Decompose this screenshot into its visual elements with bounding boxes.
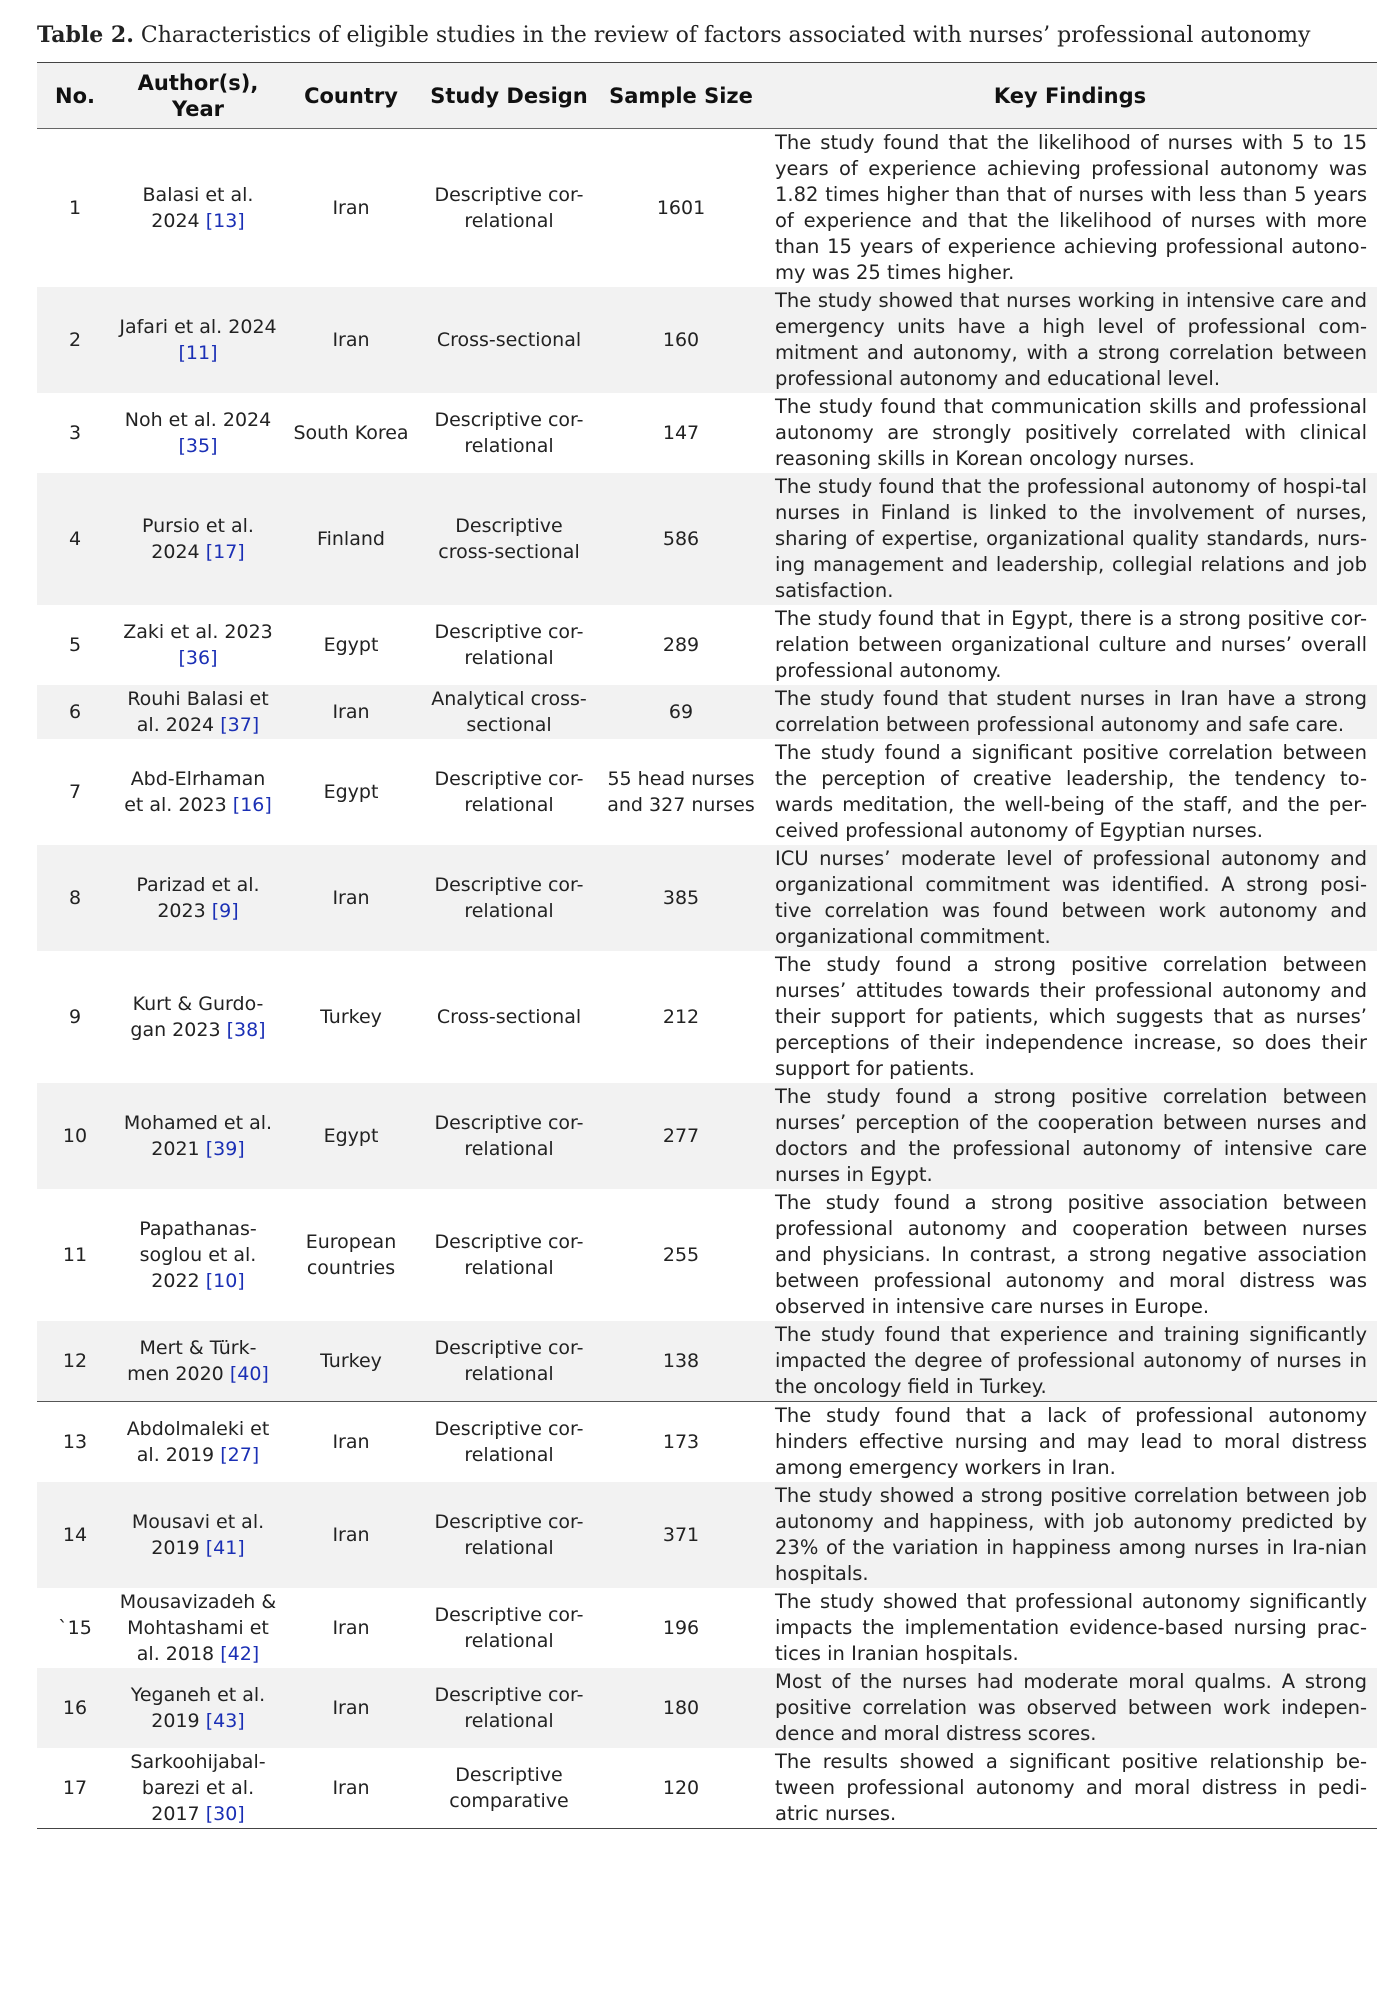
cell-design: Descriptive cor-relational bbox=[419, 1482, 599, 1588]
cell-finding: The study showed that professional autonomy significantly impacts the implementation evidence-based nursing prac-tices in Iranian hospitals. bbox=[775, 1590, 1367, 1665]
reference-link[interactable]: [40] bbox=[229, 1363, 269, 1385]
cell-design: Descriptive cor-relational bbox=[419, 1321, 599, 1402]
cell-no: 11 bbox=[62, 1244, 88, 1266]
cell-size: 69 bbox=[599, 685, 763, 739]
cell-author bbox=[113, 393, 283, 473]
cell-no: 17 bbox=[62, 1777, 88, 1799]
cell-no: 12 bbox=[37, 1321, 113, 1402]
table-row bbox=[37, 287, 1377, 393]
cell-finding: The study showed a strong positive correlation between job autonomy and happiness, with job autonomy predicted by 23% of the variation in happiness among nurses in Ira-nian hospitals. bbox=[763, 1482, 1377, 1588]
cell-finding: The study found that communication skills and professional autonomy are strongly positively correlated with clinical reasoning skills in Korean oncology nurses. bbox=[775, 395, 1367, 470]
cell-no: `15 bbox=[58, 1617, 92, 1639]
cell-country: South Korea bbox=[293, 422, 409, 444]
cell-design: Descriptive cor-relational bbox=[434, 409, 584, 457]
reference-link[interactable]: [41] bbox=[205, 1537, 245, 1559]
cell-no: 6 bbox=[37, 685, 113, 739]
cell-author bbox=[113, 1588, 283, 1668]
cell-no: 13 bbox=[37, 1402, 113, 1483]
cell-size: 160 bbox=[599, 287, 763, 393]
author-text: Sarkoohijabal-barezi et al. 2017 bbox=[130, 1751, 266, 1825]
table-row bbox=[37, 1482, 1377, 1588]
table-row bbox=[37, 393, 1377, 473]
cell-design: Descriptive cor-relational bbox=[434, 1231, 584, 1279]
cell-author bbox=[113, 1083, 283, 1189]
cell-country: Iran bbox=[283, 1402, 419, 1483]
header-design: Study Design bbox=[419, 63, 599, 129]
table-row bbox=[37, 845, 1377, 951]
cell-country: Egypt bbox=[323, 634, 379, 656]
cell-no: 2 bbox=[37, 287, 113, 393]
cell-no: 8 bbox=[37, 845, 113, 951]
cell-finding: The study found a strong positive correlation between nurses’ perception of the cooperation between nurses and doctors and the professional autonomy of intensive care nurses in Egypt. bbox=[763, 1083, 1377, 1189]
cell-country: Egypt bbox=[283, 1083, 419, 1189]
cell-country: Iran bbox=[283, 1668, 419, 1748]
table-row bbox=[37, 1748, 1377, 1829]
table-row bbox=[37, 129, 1377, 288]
cell-size: 1601 bbox=[656, 197, 706, 219]
author-text: Jafari et al. 2024 bbox=[119, 316, 277, 338]
cell-country: Iran bbox=[283, 1482, 419, 1588]
reference-link[interactable]: [30] bbox=[205, 1803, 245, 1825]
cell-country: Egypt bbox=[323, 781, 379, 803]
cell-size: 120 bbox=[662, 1777, 700, 1799]
cell-size: 138 bbox=[599, 1321, 763, 1402]
studies-table bbox=[37, 62, 1377, 1829]
cell-author bbox=[113, 739, 283, 845]
cell-design: Descriptive cor-relational bbox=[419, 1083, 599, 1189]
cell-finding: Most of the nurses had moderate moral qualms. A strong positive correlation was observed between work indepen-dence and moral distress scores. bbox=[763, 1668, 1377, 1748]
header-author: Author(s), Year bbox=[113, 63, 283, 129]
author-text: Mert & Türk-men 2020 bbox=[127, 1337, 257, 1385]
cell-finding: The study found that student nurses in Iran have a strong correlation between professional autonomy and safe care. bbox=[763, 685, 1377, 739]
reference-link[interactable]: [11] bbox=[178, 342, 218, 364]
table-figure bbox=[37, 12, 1377, 1829]
cell-no: 7 bbox=[68, 781, 82, 803]
author-text: Abd-Elrhaman et al. 2023 bbox=[124, 768, 266, 816]
cell-author bbox=[113, 1482, 283, 1588]
reference-link[interactable]: [39] bbox=[205, 1138, 245, 1160]
cell-no: 5 bbox=[68, 634, 82, 656]
cell-size: 196 bbox=[662, 1617, 700, 1639]
cell-finding: The study found that the professional autonomy of hospi-tal nurses in Finland is linked to the involvement of nurses, sharing of expertise, organizational quality standards, nurs-ing management and leadership, collegial relations and job satisfaction. bbox=[763, 473, 1377, 605]
table-row bbox=[37, 1083, 1377, 1189]
cell-author bbox=[113, 129, 283, 288]
cell-no: 9 bbox=[68, 1006, 82, 1028]
cell-finding: The results showed a significant positive relationship be-tween professional autonomy and moral distress in pedi-atric nurses. bbox=[775, 1750, 1367, 1825]
cell-finding: ICU nurses’ moderate level of professional autonomy and organizational commitment was identified. A strong posi-tive correlation was found between work autonomy and organizational commitment. bbox=[763, 845, 1377, 951]
author-text: Kurt & Gurdo-gan 2023 bbox=[130, 993, 264, 1041]
cell-size: 586 bbox=[599, 473, 763, 605]
cell-no: 16 bbox=[37, 1668, 113, 1748]
cell-design: Descriptive cross-sectional bbox=[419, 473, 599, 605]
cell-country: Iran bbox=[332, 197, 370, 219]
table-row bbox=[37, 1668, 1377, 1748]
cell-finding: The study found a significant positive correlation between the perception of creative leadership, the tendency to-wards meditation, the well-being of the staff, and the per-ceived professional autonomy of Egyptian nurses. bbox=[775, 741, 1367, 842]
author-text: Balasi et al. 2024 bbox=[142, 184, 254, 232]
cell-finding: The study found that the likelihood of nurses with 5 to 15 years of experience achieving professional autonomy was 1.82 times higher than that of nurses with less than 5 years of experience and that the likelihood of nurses with more than 15 years of experience achieving professional autono-my was 25 times higher. bbox=[775, 131, 1367, 284]
cell-design: Descriptive comparative bbox=[449, 1764, 569, 1812]
cell-country: Iran bbox=[332, 1617, 370, 1639]
cell-no: 1 bbox=[68, 197, 82, 219]
cell-author bbox=[113, 287, 283, 393]
cell-no: 14 bbox=[37, 1482, 113, 1588]
table-row bbox=[37, 605, 1377, 685]
cell-size: 385 bbox=[599, 845, 763, 951]
table-row bbox=[37, 1588, 1377, 1668]
cell-size: 277 bbox=[599, 1083, 763, 1189]
reference-link[interactable]: [13] bbox=[205, 210, 245, 232]
cell-size: 212 bbox=[662, 1006, 700, 1028]
cell-design: Cross-sectional bbox=[419, 287, 599, 393]
cell-author bbox=[113, 1402, 283, 1483]
cell-country: Turkey bbox=[320, 1006, 382, 1028]
author-text: Parizad et al. 2023 bbox=[136, 874, 260, 922]
cell-author bbox=[113, 1668, 283, 1748]
cell-country: Iran bbox=[283, 287, 419, 393]
author-text: Papathanas-soglou et al. 2022 bbox=[139, 1218, 257, 1292]
reference-link[interactable]: [16] bbox=[232, 794, 272, 816]
cell-no: 10 bbox=[37, 1083, 113, 1189]
table-row bbox=[37, 1189, 1377, 1321]
cell-design: Descriptive cor-relational bbox=[434, 621, 584, 669]
table-row bbox=[37, 685, 1377, 739]
reference-link[interactable]: [35] bbox=[178, 435, 218, 457]
header-sample-size: Sample Size bbox=[599, 63, 763, 129]
cell-finding: The study found that experience and training significantly impacted the degree of professional autonomy of nurses in the oncology field in Turkey. bbox=[763, 1321, 1377, 1402]
reference-link[interactable]: [43] bbox=[205, 1710, 245, 1732]
cell-design: Descriptive cor-relational bbox=[434, 1604, 584, 1652]
table-caption bbox=[37, 12, 1377, 62]
reference-link[interactable]: [10] bbox=[205, 1270, 245, 1292]
header-key-findings: Key Findings bbox=[763, 63, 1377, 129]
author-text: Pursio et al. 2024 bbox=[142, 515, 254, 563]
cell-design: Descriptive cor-relational bbox=[419, 845, 599, 951]
cell-design: Descriptive cor-relational bbox=[434, 768, 584, 816]
author-text: Mohamed et al. 2021 bbox=[123, 1112, 273, 1160]
table-row bbox=[37, 739, 1377, 845]
cell-country: Turkey bbox=[283, 1321, 419, 1402]
reference-link[interactable]: [36] bbox=[178, 647, 218, 669]
cell-finding: The study found a strong positive association between professional autonomy and cooperation between nurses and physicians. In contrast, a strong negative association between professional autonomy and moral distress was observed in intensive care nurses in Europe. bbox=[775, 1191, 1367, 1318]
cell-size: 147 bbox=[662, 422, 700, 444]
cell-no: 4 bbox=[37, 473, 113, 605]
table-body bbox=[37, 129, 1377, 1829]
reference-link[interactable]: [42] bbox=[220, 1643, 260, 1665]
author-text: Zaki et al. 2023 bbox=[123, 621, 273, 643]
cell-author bbox=[113, 473, 283, 605]
header-country: Country bbox=[283, 63, 419, 129]
reference-link[interactable]: [9] bbox=[211, 900, 239, 922]
cell-finding: The study found that a lack of professional autonomy hinders effective nursing and may lead to moral distress among emergency workers in Iran. bbox=[763, 1402, 1377, 1483]
caption-label: Table 2. bbox=[37, 22, 134, 48]
cell-country: Iran bbox=[283, 685, 419, 739]
cell-size: 55 head nurses and 327 nurses bbox=[607, 768, 755, 816]
cell-country: Iran bbox=[332, 1777, 370, 1799]
cell-size: 180 bbox=[599, 1668, 763, 1748]
cell-size: 371 bbox=[599, 1482, 763, 1588]
author-text: Rouhi Balasi et al. 2024 bbox=[127, 688, 269, 736]
cell-author bbox=[113, 1748, 283, 1829]
cell-country: Iran bbox=[283, 845, 419, 951]
cell-size: 255 bbox=[662, 1244, 700, 1266]
cell-design: Descriptive cor-relational bbox=[419, 1668, 599, 1748]
caption-text: Characteristics of eligible studies in the review of factors associated with nurses’ professional autonomy bbox=[140, 23, 1311, 48]
cell-author bbox=[113, 951, 283, 1083]
author-text: Abdolmaleki et al. 2019 bbox=[126, 1418, 270, 1466]
cell-no: 3 bbox=[68, 422, 82, 444]
author-text: Mousavi et al. 2019 bbox=[131, 1511, 265, 1559]
table-row bbox=[37, 1321, 1377, 1402]
author-text: Mousavizadeh & Mohtashami et al. 2018 bbox=[119, 1591, 277, 1665]
cell-finding: The study found that in Egypt, there is a strong positive cor-relation between organizational culture and nurses’ overall professional autonomy. bbox=[775, 607, 1367, 682]
cell-author bbox=[113, 1189, 283, 1321]
cell-author bbox=[113, 845, 283, 951]
author-text: Noh et al. 2024 bbox=[124, 409, 272, 431]
reference-link[interactable]: [27] bbox=[220, 1444, 260, 1466]
cell-size: 289 bbox=[662, 634, 700, 656]
author-text: Yeganeh et al. 2019 bbox=[130, 1684, 266, 1732]
reference-link[interactable]: [37] bbox=[220, 714, 260, 736]
table-header-row bbox=[37, 63, 1377, 129]
table-row bbox=[37, 1402, 1377, 1483]
table-row bbox=[37, 951, 1377, 1083]
reference-link[interactable]: [38] bbox=[226, 1019, 266, 1041]
cell-design: Analytical cross-sectional bbox=[419, 685, 599, 739]
cell-finding: The study found a strong positive correlation between nurses’ attitudes towards their professional autonomy and their support for patients, which suggests that as nurses’ perceptions of their independence increase, so does their support for patients. bbox=[775, 953, 1367, 1080]
cell-design: Descriptive cor-relational bbox=[419, 1402, 599, 1483]
cell-design: Descriptive cor-relational bbox=[434, 184, 584, 232]
reference-link[interactable]: [17] bbox=[205, 541, 245, 563]
header-no: No. bbox=[37, 63, 113, 129]
cell-finding: The study showed that nurses working in intensive care and emergency units have a high level of professional com-mitment and autonomy, with a strong correlation between professional autonomy and educational level. bbox=[763, 287, 1377, 393]
cell-country: Finland bbox=[283, 473, 419, 605]
cell-design: Cross-sectional bbox=[436, 1006, 582, 1028]
cell-author bbox=[113, 605, 283, 685]
cell-size: 173 bbox=[599, 1402, 763, 1483]
cell-author bbox=[113, 685, 283, 739]
table-row bbox=[37, 473, 1377, 605]
cell-country: European countries bbox=[305, 1231, 397, 1279]
cell-author bbox=[113, 1321, 283, 1402]
